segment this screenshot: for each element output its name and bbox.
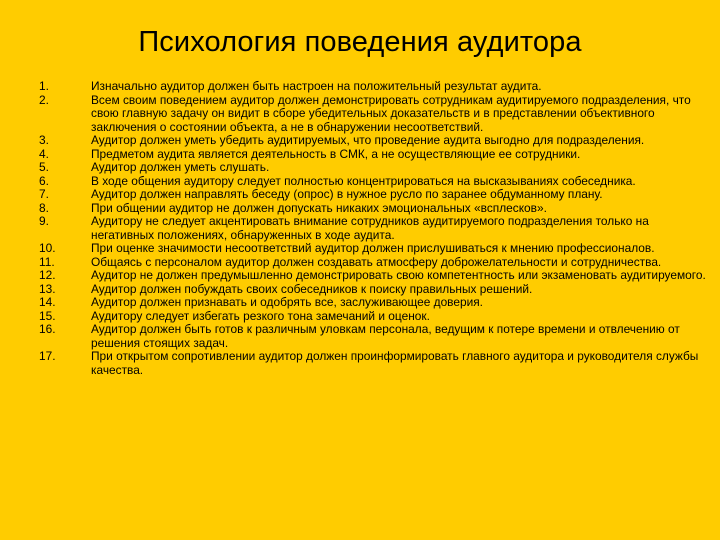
item-text: Изначально аудитор должен быть настроен на положительный результат аудита. [91,79,542,93]
item-text: Общаясь с персоналом аудитор должен создавать атмосферу доброжелательности и сотрудничества. [91,254,662,269]
list-item [39,215,709,242]
item-text: Аудитор должен признавать и одобрять все, заслуживающее доверия. [91,295,483,309]
item-number: 3. [39,133,49,147]
item-number: 1. [39,79,49,93]
item-text: При открытом сопротивлении аудитор должен проинформировать главного аудитора и руководителя службы качества. [91,349,699,377]
list-item [39,350,709,377]
item-text: Аудитору следует избегать резкого тона замечаний и оценок. [91,308,430,323]
list-item [39,134,709,148]
list-item [39,310,709,324]
item-text: Всем своим поведением аудитор должен демонстрировать сотрудникам аудитируемого подразделения, что свою главную задачу он видит в сборе убедительных доказательств и в представлении объективного заключения о состоянии объекта, а не в обнаружении несоответствий. [91,92,691,134]
item-text: Аудитору не следует акцентировать внимание сотрудников аудитируемого подразделения только на негативных положениях, обнаруженных в ходе аудита. [91,214,649,242]
item-text: При общении аудитор не должен допускать никаких эмоциональных «всплесков». [91,200,547,215]
item-number: 17. [39,349,56,363]
item-number: 15. [39,308,56,323]
item-text: Аудитор должен уметь убедить аудитируемых, что проведение аудита выгодно для подразделения. [91,133,645,147]
item-text: Аудитор не должен предумышленно демонстрировать свою компетентность или экзаменовать аудитируемого. [91,268,706,282]
numbered-list [39,80,709,377]
list-item [39,323,709,350]
list-item [39,161,709,175]
list-item [39,202,709,216]
list-item [39,242,709,256]
list-item [39,188,709,202]
item-number: 10. [39,241,56,255]
item-number: 12. [39,268,56,282]
item-number: 13. [39,281,56,296]
item-number: 14. [39,295,56,309]
list-item [39,283,709,297]
item-text: Аудитор должен быть готов к различным уловкам персонала, ведущим к потере времени и отвлечению от решения стоящих задач. [91,322,680,350]
item-number: 11. [39,254,55,269]
item-number: 5. [39,160,49,174]
list-item [39,256,709,270]
list-item [39,269,709,283]
item-number: 16. [39,322,56,336]
item-text: Аудитор должен побуждать своих собеседников к поиску правильных решений. [91,281,533,296]
item-number: 2. [39,92,49,107]
item-number: 9. [39,214,49,228]
item-text: Аудитор должен направлять беседу (опрос) в нужное русло по заранее обдуманному плану. [91,187,603,201]
list-item [39,175,709,189]
item-text: Предметом аудита является деятельность в СМК, а не осуществляющие ее сотрудники. [91,146,581,161]
item-number: 8. [39,200,49,215]
slide-title: Психология поведения аудитора [138,26,582,58]
item-text: Аудитор должен уметь слушать. [91,160,270,174]
item-number: 7. [39,187,49,201]
item-number: 4. [39,146,49,161]
list-item [39,80,709,94]
item-text: При оценке значимости несоответствий аудитор должен прислушиваться к мнению профессионалов. [91,241,655,255]
list-item [39,296,709,310]
item-number: 6. [39,173,49,188]
list-item [39,148,709,162]
list-item [39,94,709,135]
item-text: В ходе общения аудитору следует полностью концентрироваться на высказываниях собеседника. [91,173,636,188]
